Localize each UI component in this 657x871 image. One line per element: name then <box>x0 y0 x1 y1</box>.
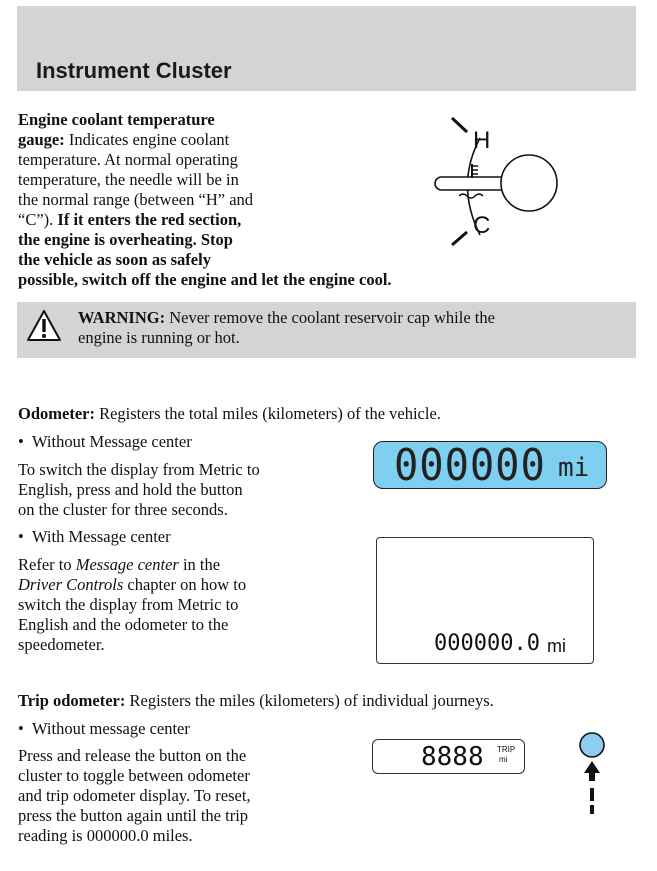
coolant-paragraph <box>18 110 438 270</box>
list-item <box>18 432 192 452</box>
arrow-up-icon <box>584 761 600 781</box>
warning-message: Never remove the coolant reservoir cap while the <box>165 308 495 327</box>
trip-digits: 8888 <box>421 742 484 772</box>
warning-message: engine is running or hot. <box>78 328 240 347</box>
trip-lcd-display <box>372 739 525 774</box>
trip-label: TRIP <box>497 745 516 754</box>
trip-text: cluster to toggle between odometer <box>18 766 250 785</box>
odometer-paragraph-1 <box>18 460 348 520</box>
odometer-text: To switch the display from Metric to <box>18 460 260 479</box>
coolant-warning-text: the engine is overheating. Stop <box>18 230 233 249</box>
trip-reset-button-illustration <box>575 731 611 816</box>
page-title: Instrument Cluster <box>36 58 232 83</box>
trip-text: and trip odometer display. To reset, <box>18 786 251 805</box>
warning-text <box>78 308 623 348</box>
odometer-bullet-1: Without Message center <box>32 432 192 451</box>
odometer-text: English and the odometer to the <box>18 615 229 634</box>
warning-label: WARNING: <box>78 308 166 327</box>
trip-reset-button <box>580 733 604 757</box>
coolant-warning-text: the vehicle as soon as safely <box>18 250 211 269</box>
coolant-text: the normal range (between “H” and <box>18 190 254 209</box>
odometer-text: Refer to <box>18 555 76 574</box>
odometer-lcd-display <box>373 441 607 489</box>
coolant-text: “C”). <box>18 210 58 229</box>
bullet-icon: • <box>18 527 24 546</box>
odometer-text: on the cluster for three seconds. <box>18 500 228 519</box>
coolant-warning-text: possible, switch off the engine and let the engine cool. <box>18 270 392 289</box>
trip-bullet-1: Without message center <box>32 719 190 738</box>
trip-text: reading is 000000.0 miles. <box>18 826 193 845</box>
message-center-odometer-unit: mi <box>547 636 566 656</box>
driver-controls-reference: Driver Controls <box>18 575 124 594</box>
odometer-text: speedometer. <box>18 635 105 654</box>
odometer-unit: mi <box>558 453 590 483</box>
coolant-text: Indicates engine coolant <box>64 130 230 149</box>
coolant-text: temperature. At normal operating <box>18 150 238 169</box>
odometer-digits: 000000 <box>394 440 546 491</box>
trip-text: Press and release the button on the <box>18 746 247 765</box>
odometer-description: Registers the total miles (kilometers) of the vehicle. <box>94 404 441 423</box>
odometer-bullet-2: With Message center <box>32 527 171 546</box>
coolant-heading-1: Engine coolant temperature <box>18 110 215 129</box>
trip-paragraph <box>18 746 358 846</box>
odometer-text: English, press and hold the button <box>18 480 243 499</box>
gauge-hot-label: H <box>473 127 491 154</box>
odometer-heading: Odometer: <box>18 404 95 423</box>
coolant-heading-2: gauge: <box>18 130 65 149</box>
coolant-gauge-illustration <box>425 110 565 255</box>
coolant-warning-text: If it enters the red section, <box>57 210 242 229</box>
gauge-hot-tick <box>452 118 467 132</box>
trip-description: Registers the miles (kilometers) of individual journeys. <box>125 691 494 710</box>
trip-heading-line <box>18 691 648 711</box>
message-center-odometer-reading: 000000.0 <box>434 631 540 656</box>
coolant-text: temperature, the needle will be in <box>18 170 239 189</box>
odometer-text: in the <box>178 555 221 574</box>
gauge-needle-hub <box>501 155 557 211</box>
list-item <box>18 527 171 547</box>
odometer-text: switch the display from Metric to <box>18 595 239 614</box>
message-center-display <box>376 537 594 664</box>
gauge-cold-label: C <box>473 212 491 239</box>
trip-unit: mi <box>499 755 508 764</box>
message-center-reference: Message center <box>75 555 179 574</box>
odometer-heading-line <box>18 404 638 424</box>
list-item <box>18 719 190 739</box>
odometer-text: chapter on how to <box>123 575 247 594</box>
trip-heading: Trip odometer: <box>18 691 126 710</box>
trip-text: press the button again until the trip <box>18 806 249 825</box>
odometer-paragraph-2 <box>18 555 358 655</box>
bullet-icon: • <box>18 432 24 451</box>
bullet-icon: • <box>18 719 24 738</box>
warning-triangle-icon <box>26 309 62 343</box>
gauge-cold-tick <box>452 232 467 245</box>
